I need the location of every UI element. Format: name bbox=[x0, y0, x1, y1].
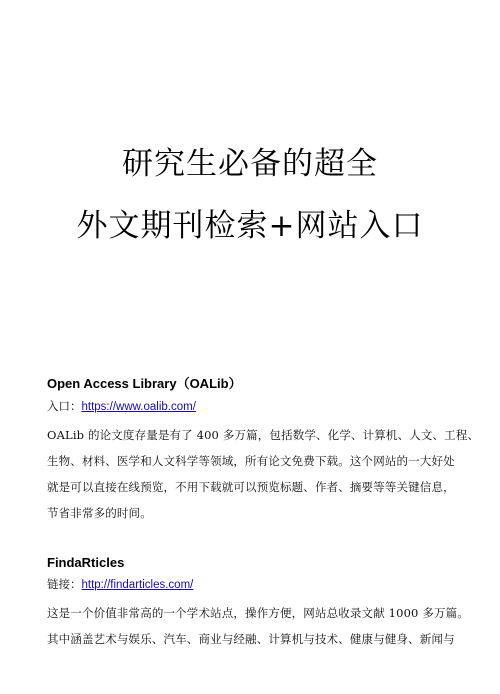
paragraph-line: OALib 的论文度存量是有了 400 多万篇，包括数学、化学、计算机、人文、工程、 bbox=[47, 428, 480, 442]
section-heading: FindaRticles bbox=[47, 555, 125, 570]
paragraph-line: 这是一个价值非常高的一个学术站点，操作方便，网站总收录文献 1000 多万篇。 bbox=[47, 606, 469, 620]
document-title-line-1: 研究生必备的超全 bbox=[122, 146, 378, 182]
section-paragraph bbox=[47, 600, 469, 652]
entry-line bbox=[47, 576, 457, 593]
paragraph-line: 就是可以直接在线预览，不用下载就可以预览标题、作者、摘要等等关键信息， bbox=[47, 480, 455, 494]
section-paragraph bbox=[47, 422, 480, 526]
oalib-link[interactable]: https://www.oalib.com/ bbox=[81, 401, 196, 413]
entry-line bbox=[47, 398, 457, 415]
section-findarticles bbox=[47, 555, 469, 652]
section-heading: Open Access Library（OALib） bbox=[47, 376, 242, 391]
paragraph-line: 其中涵盖艺术与娱乐、汽车、商业与经融、计算机与技术、健康与健身、新闻与 bbox=[47, 632, 455, 646]
document-title-line-2: 外文期刊检索+网站入口 bbox=[76, 208, 424, 244]
entry-label: 链接： bbox=[47, 577, 82, 591]
paragraph-line: 节省非常多的时间。 bbox=[47, 506, 152, 520]
entry-label: 入口： bbox=[47, 399, 82, 413]
paragraph-line: 生物、材料、医学和人文科学等领域，所有论文免费下载。这个网站的一大好处 bbox=[47, 454, 455, 468]
findarticles-link[interactable]: http://findarticles.com/ bbox=[81, 579, 194, 591]
section-oalib bbox=[47, 373, 480, 526]
